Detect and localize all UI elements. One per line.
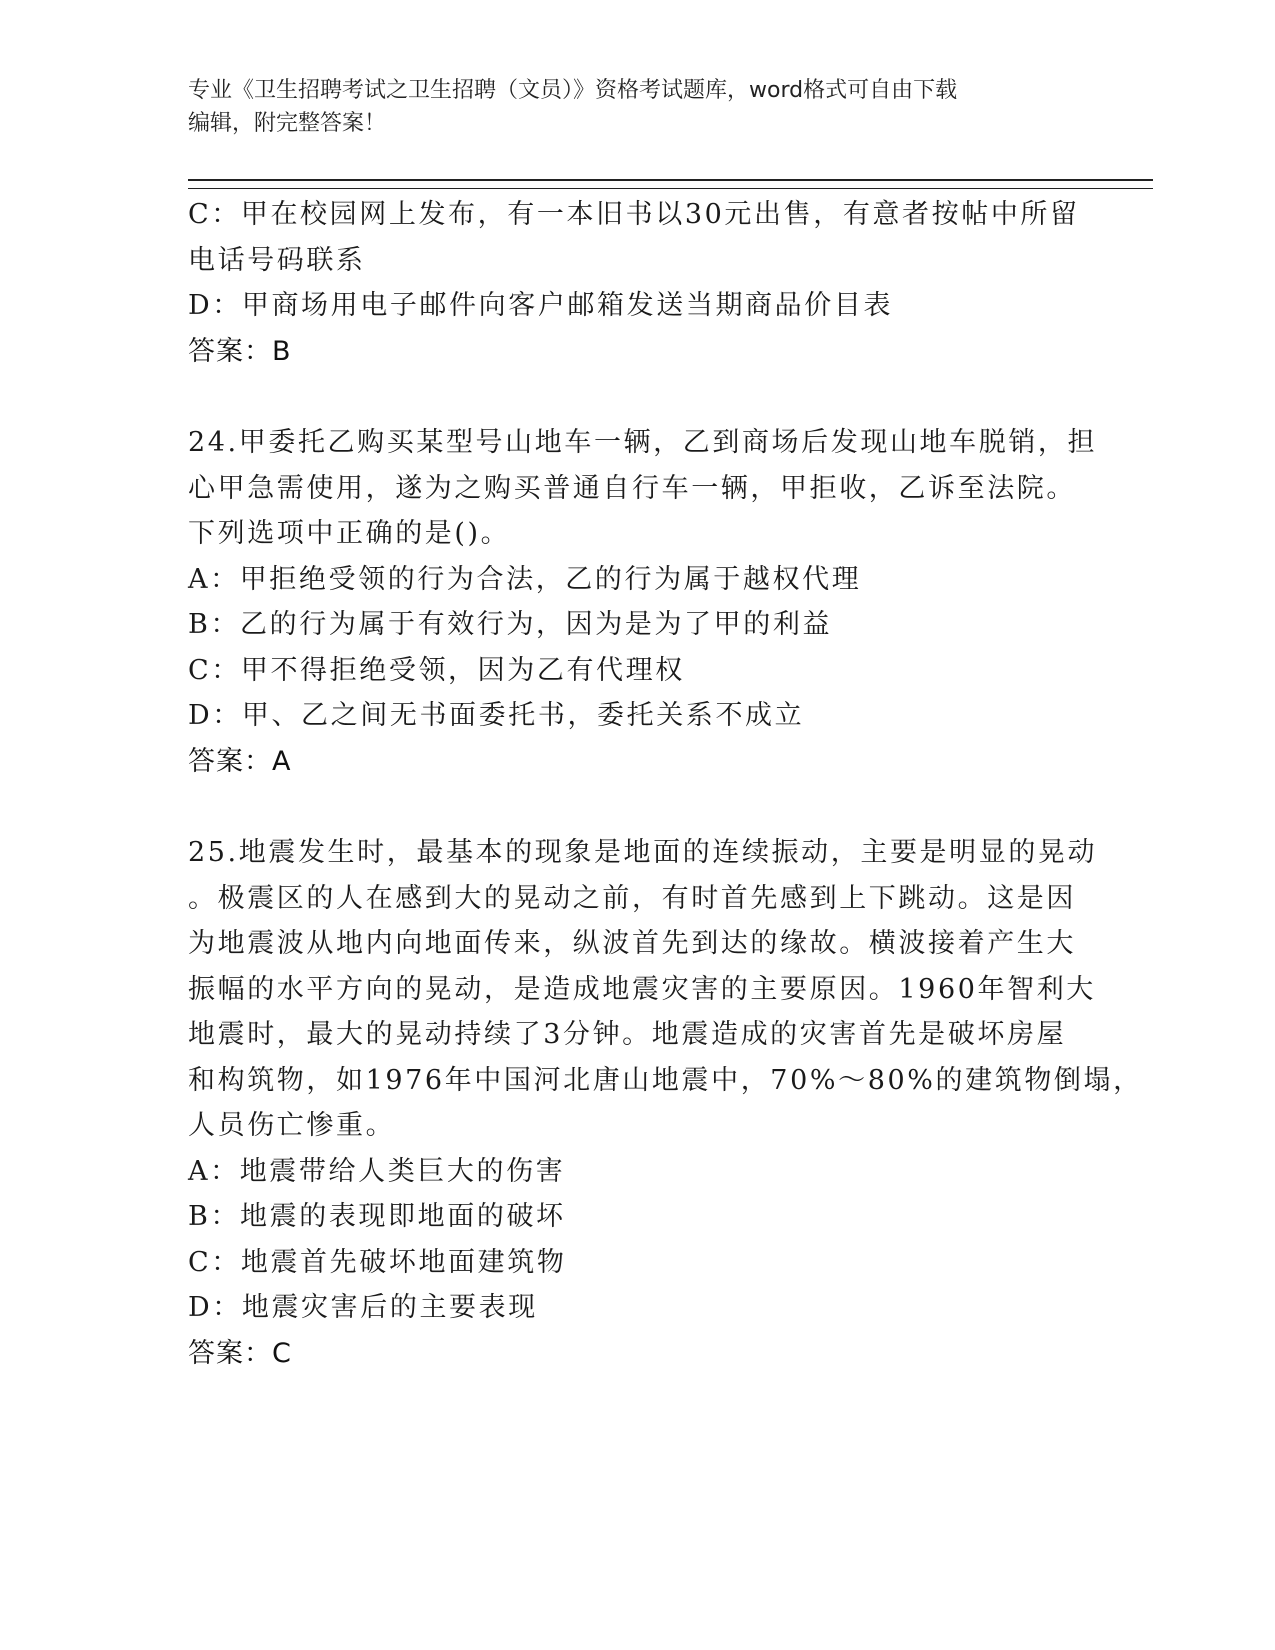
document-body: [188, 192, 1143, 1376]
question-stem: 下列选项中正确的是()。: [188, 518, 511, 549]
option-c-continued: 电话号码联系: [188, 244, 366, 276]
option-d: D：地震灾害后的主要表现: [188, 1292, 538, 1323]
question-stem: 人员伤亡惨重。: [188, 1110, 396, 1141]
option-a: A：地震带给人类巨大的伤害: [188, 1155, 566, 1187]
option-b: B：地震的表现即地面的破坏: [188, 1201, 566, 1232]
question-stem: 心甲急需使用，遂为之购买普通自行车一辆，甲拒收，乙诉至法院。: [188, 472, 1076, 504]
option-c: C：地震首先破坏地面建筑物: [188, 1246, 567, 1278]
question-stem: 振幅的水平方向的晃动，是造成地震灾害的主要原因。1960年智利大: [188, 973, 1096, 1005]
question-stem: 为地震波从地内向地面传来，纵波首先到达的缘故。横波接着产生大: [188, 928, 1076, 959]
question-stem: 25.地震发生时，最基本的现象是地面的连续振动，主要是明显的晃动: [188, 837, 1098, 868]
answer-line: 答案：A: [188, 745, 292, 777]
header-divider: [188, 179, 1153, 189]
header-line-2: 编辑，附完整答案！: [188, 111, 387, 136]
option-a: A：甲拒绝受领的行为合法，乙的行为属于越权代理: [188, 563, 862, 595]
question-25: [188, 830, 1143, 1376]
header-line-1: 专业《卫生招聘考试之卫生招聘（文员）》资格考试题库，word格式可自由下载: [188, 78, 958, 103]
question-stem: 和构筑物，如1976年中国河北唐山地震中，70%～80%的建筑物倒塌，: [188, 1064, 1143, 1096]
answer-line: 答案：C: [188, 1337, 292, 1369]
option-d: D：甲、乙之间无书面委托书，委托关系不成立: [188, 700, 805, 731]
question-stem: 地震时，最大的晃动持续了3分钟。地震造成的灾害首先是破坏房屋: [188, 1019, 1067, 1050]
page-header: [188, 74, 1088, 140]
answer-line: 答案：B: [188, 335, 292, 367]
question-stem: 24.甲委托乙购买某型号山地车一辆，乙到商场后发现山地车脱销，担: [188, 427, 1098, 458]
question-stem: 。极震区的人在感到大的晃动之前，有时首先感到上下跳动。这是因: [188, 882, 1076, 914]
option-c: C：甲不得拒绝受领，因为乙有代理权: [188, 654, 685, 686]
option-c: C：甲在校园网上发布，有一本旧书以30元出售，有意者按帖中所留: [188, 199, 1080, 230]
spacer: [188, 784, 1078, 830]
spacer: [188, 374, 1078, 420]
option-b: B：乙的行为属于有效行为，因为是为了甲的利益: [188, 609, 833, 640]
option-d: D：甲商场用电子邮件向客户邮箱发送当期商品价目表: [188, 290, 894, 321]
question-24: [188, 420, 1098, 784]
previous-question: [188, 192, 1078, 374]
